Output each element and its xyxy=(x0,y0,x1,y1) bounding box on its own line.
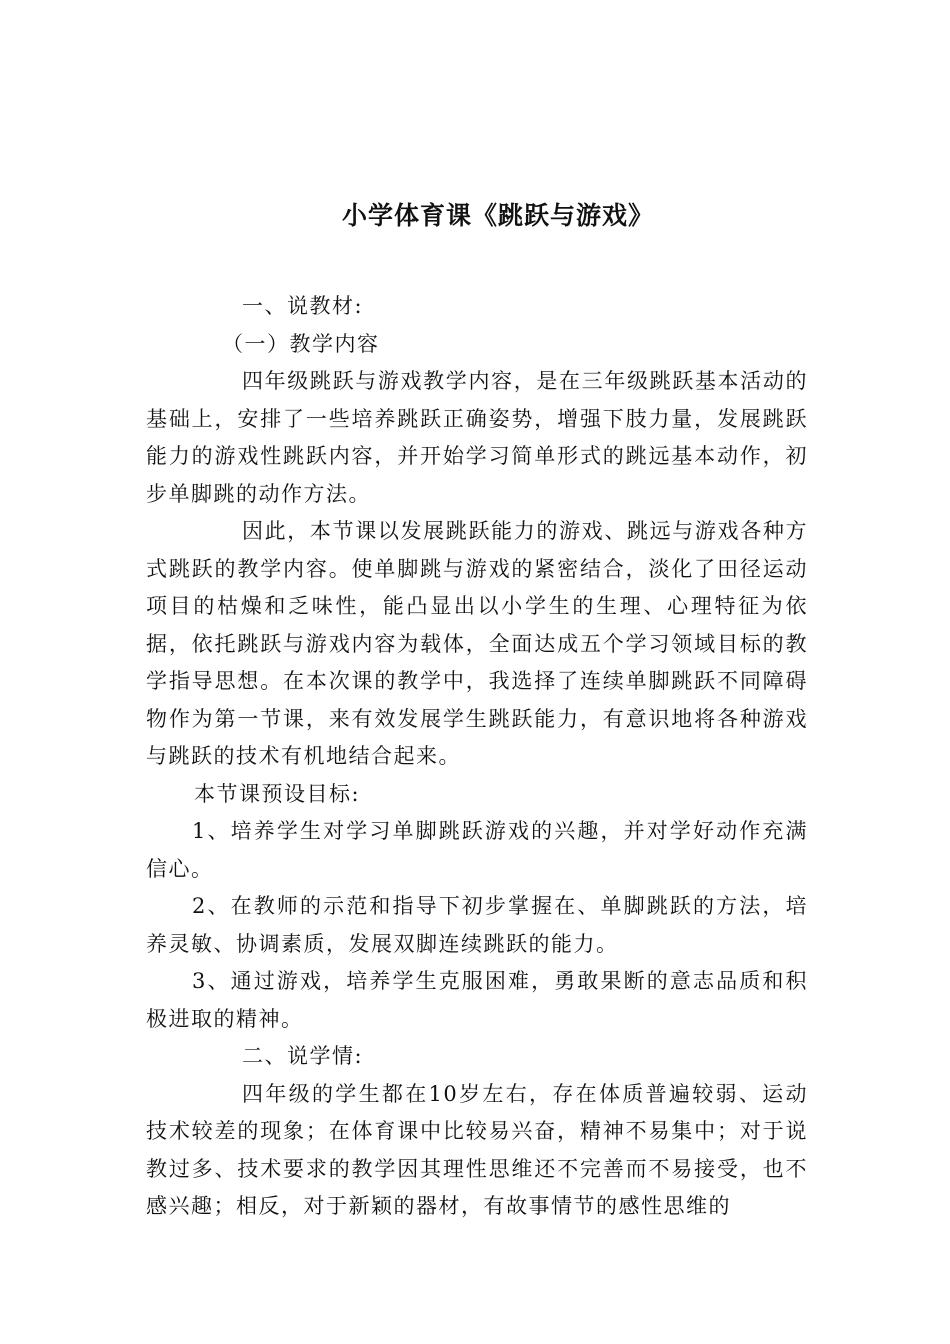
goal-item-3: 3、通过游戏，培养学生克服困难，勇敢果断的意志品质和积极进取的精神。 xyxy=(146,969,808,1031)
document-body xyxy=(146,288,808,1226)
goal-item-2: 2、在教师的示范和指导下初步掌握在、单脚跳跃的方法，培养灵敏、协调素质，发展双脚连续跳跃的能力。 xyxy=(146,894,808,956)
goal-item-1: 1、培养学生对学习单脚跳跃游戏的兴趣，并对学好动作充满信心。 xyxy=(146,819,808,881)
subsection-heading-teaching-content: （一）教学内容 xyxy=(222,331,380,356)
paragraph-teaching-content: 四年级跳跃与游戏教学内容，是在三年级跳跃基本活动的基础上，安排了一些培养跳跃正确姿势，增强下肢力量，发展跳跃能力的游戏性跳跃内容，并开始学习简单形式的跳远基本动作，初步单脚跳的动作方法。 xyxy=(146,369,808,506)
document-title: 小学体育课《跳跃与游戏》 xyxy=(341,201,654,230)
paragraph-student-analysis: 四年级的学生都在10岁左右，存在体质普遍较弱、运动技术较差的现象；在体育课中比较易兴奋，精神不易集中；对于说教过多、技术要求的教学因其理性思维还不完善而不易接受，也不感兴趣；相反，对于新颖的器材，有故事情节的感性思维的 xyxy=(146,1081,808,1218)
section-heading-teaching-material: 一、说教材: xyxy=(242,294,364,318)
goals-heading: 本节课预设目标: xyxy=(194,781,361,806)
section-heading-student-analysis: 二、说学情: xyxy=(242,1044,364,1068)
paragraph-course-design: 因此，本节课以发展跳跃能力的游戏、跳远与游戏各种方式跳跃的教学内容。使单脚跳与游戏的紧密结合，淡化了田径运动项目的枯燥和乏味性，能凸显出以小学生的生理、心理特征为依据，依托跳跃与游戏内容为载体，全面达成五个学习领域目标的教学指导思想。在本次课的教学中，我选择了连续单脚跳跃不同障碍物作为第一节课，来有效发展学生跳跃能力，有意识地将各种游戏与跳跃的技术有机地结合起来。 xyxy=(146,519,808,768)
